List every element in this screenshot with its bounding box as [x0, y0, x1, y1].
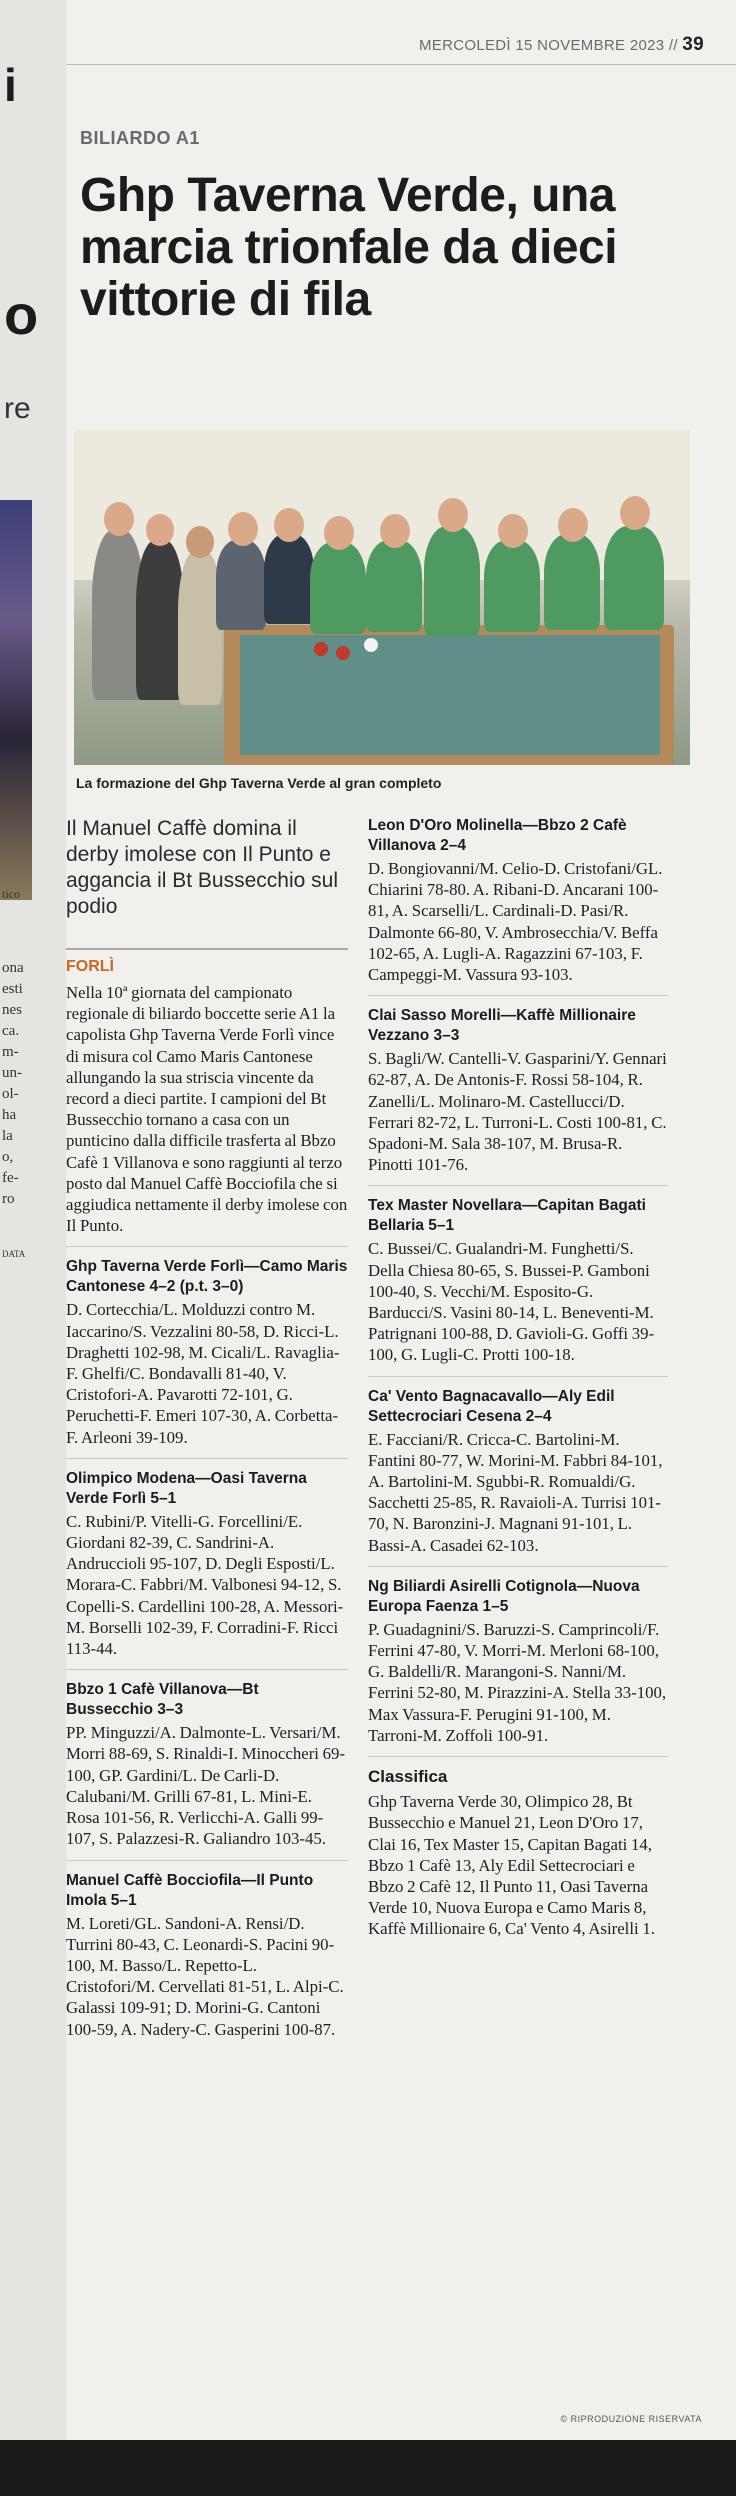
table-cloth — [240, 635, 660, 755]
fragment-letter: re — [4, 392, 31, 425]
match-block — [66, 1871, 348, 2040]
person-head — [380, 514, 410, 548]
match-block — [66, 1257, 348, 1447]
person-head — [228, 512, 258, 546]
separator — [66, 1669, 348, 1670]
fragment-text: ha — [2, 1107, 17, 1123]
separator — [368, 1185, 668, 1186]
match-title: Olimpico Modena—Oasi Taverna Verde Forlì 5–1 — [66, 1469, 307, 1507]
person-head — [324, 516, 354, 550]
fragment-text: ca. — [2, 1023, 20, 1039]
fragment-text: esti — [2, 981, 23, 997]
separator — [368, 995, 668, 996]
page-number: 39 — [682, 34, 704, 55]
match-block — [368, 1387, 668, 1556]
person-head — [186, 526, 214, 558]
person — [544, 534, 600, 630]
match-block — [66, 1469, 348, 1659]
match-title: Ghp Taverna Verde Forlì—Camo Maris Cantonese 4–2 (p.t. 3–0) — [66, 1258, 348, 1296]
person — [216, 540, 266, 630]
fragment-text: la — [2, 1128, 13, 1144]
dateline — [419, 34, 704, 56]
right-column — [368, 816, 668, 1940]
fragment-text: nes — [2, 1002, 22, 1018]
person-head — [558, 508, 588, 542]
match-block — [368, 1006, 668, 1175]
person-head — [104, 502, 134, 536]
lead-paragraph: Nella 10ª giornata del campionato regionale di biliardo boccette serie A1 la capolista Ghp Taverna Verde Forlì vince di misura col Camo Maris Cantonese allungando la sua striscia vincente da record a dieci partite. I campioni del Bt Bussecchio tornano a casa con un punticino dalla difficile trasferta al Bbzo Cafè 1 Villanova e sono raggiunti al terzo posto dal Manuel Caffè Bocciofila che si aggiudica nettamente il derby imolese con Il Punto. — [66, 983, 348, 1236]
match-results: M. Loreti/GL. Sandoni-A. Rensi/D. Turrini 80-43, C. Leonardi-S. Pacini 90-100, M. Basso/L. Repetto-L. Cristofori/M. Cervellati 81-51, L. Alpi-C. Galassi 109-91; D. Morini-G. Cantoni 100-59, A. Nadery-C. Gasperini 100-87. — [66, 1913, 344, 2039]
fragment-text: fe- — [2, 1170, 19, 1186]
person — [424, 526, 480, 636]
copyright-note: © RIPRODUZIONE RISERVATA — [560, 2414, 702, 2424]
match-title: Clai Sasso Morelli—Kaffè Millionaire Vezzano 3–3 — [368, 1007, 636, 1045]
fragment-photo — [0, 500, 32, 900]
fragment-letter: i — [4, 59, 17, 111]
separator — [66, 1246, 348, 1247]
person-head — [438, 498, 468, 532]
person — [310, 542, 366, 634]
adjacent-page-fragment — [0, 0, 66, 2496]
match-title: Leon D'Oro Molinella—Bbzo 2 Cafè Villanova 2–4 — [368, 817, 627, 854]
billiard-ball — [314, 642, 328, 656]
fragment-text: m- — [2, 1044, 19, 1060]
match-title: Ca' Vento Bagnacavallo—Aly Edil Settecrociari Cesena 2–4 — [368, 1387, 615, 1425]
separator — [368, 1756, 668, 1757]
date: MERCOLEDÌ 15 NOVEMBRE 2023 // — [419, 37, 678, 54]
match-block — [368, 1196, 668, 1365]
person-head — [620, 496, 650, 530]
fragment-text: tico — [2, 887, 20, 901]
standings-text: Ghp Taverna Verde 30, Olimpico 28, Bt Bussecchio e Manuel 21, Leon D'Oro 17, Clai 16, Tex Master 15, Capitan Bagati 14, Bbzo 1 Cafè 13, Aly Edil Settecrociari e Bbzo 2 Cafè 12, Il Punto 11, Oasi Taverna Verde 10, Nuova Europa e Camo Maris 8, Kaffè Millionaire 6, Ca' Vento 4, Asirelli 1. — [368, 1792, 655, 1939]
separator — [66, 1860, 348, 1861]
match-block — [368, 816, 668, 985]
match-results: D. Cortecchia/L. Molduzzi contro M. Iaccarino/S. Vezzalini 80-58, D. Ricci-L. Draghetti 102-98, M. Cicali/L. Ravaglia-F. Ghelfi/C. Bondavalli 81-40, V. Cristofori-A. Pavarotti 72-101, G. Peruchetti-F. Emeri 107-30, A. Corbetta-F. Arleoni 39-109. — [66, 1300, 340, 1447]
match-results: D. Bongiovanni/M. Celio-D. Cristofani/GL. Chiarini 78-80. A. Ribani-D. Ancarani 100-81, A. Scarselli/L. Cardinali-D. Pasi/R. Dalmonte 66-80, V. Ambrosecchia/V. Beffa 102-65, A. Lugli-A. Ragazzini 67-103, F. Campeggi-M. Vassura 93-103. — [368, 859, 663, 985]
match-results: E. Facciani/R. Cricca-C. Bartolini-M. Fantini 80-77, W. Morini-M. Fabbri 84-101, A. Bartolini-M. Sgubbi-R. Romualdi/G. Sacchetti 25-85, R. Ravaioli-A. Turrisi 101-70, N. Baronzini-J. Magnani 91-101, L. Bassi-A. Casadei 62-103. — [368, 1429, 663, 1555]
header-rule — [66, 64, 736, 65]
standings-title: Classifica — [368, 1767, 448, 1787]
headline: Ghp Taverna Verde, una marcia trionfale da dieci vittorie di fila — [80, 169, 618, 326]
billiard-ball — [336, 646, 350, 660]
person — [484, 540, 540, 632]
section-kicker: BILIARDO A1 — [80, 128, 200, 148]
photo-caption: La formazione del Ghp Taverna Verde al gran completo — [76, 775, 442, 791]
standfirst-rule — [66, 948, 348, 950]
match-results: C. Rubini/P. Vitelli-G. Forcellini/E. Giordani 82-39, C. Sandrini-A. Andruccioli 95-107, D. Degli Esposti/L. Morara-C. Fabbri/M. Valbonesi 94-12, S. Copelli-S. Cardellini 100-28, A. Messori-M. Borselli 102-39, F. Corradini-F. Ricci 113-44. — [66, 1511, 344, 1659]
standfirst: Il Manuel Caffè domina il derby imolese con Il Punto e aggancia il Bt Bussecchio sul podio — [66, 817, 338, 918]
newspaper-page — [66, 0, 736, 2496]
match-title: Ng Biliardi Asirelli Cotignola—Nuova Europa Faenza 1–5 — [368, 1577, 640, 1615]
match-title: Bbzo 1 Cafè Villanova—Bt Bussecchio 3–3 — [66, 1681, 259, 1719]
separator — [66, 1458, 348, 1459]
fragment-text: ro — [2, 1191, 15, 1207]
match-block — [368, 1577, 668, 1746]
match-results: P. Guadagnini/S. Baruzzi-S. Camprincoli/F. Ferrini 47-80, V. Morri-M. Merloni 68-100, G. Baldelli/R. Marangoni-S. Nanni/M. Ferrini 52-80, M. Pirazzini-A. Stella 33-100, Max Vassura-F. Perugini 91-100, M. Tarroni-M. Zoffoli 100-91. — [368, 1619, 667, 1745]
team-photo — [74, 430, 690, 765]
fragment-text: ol- — [2, 1086, 19, 1102]
person — [264, 534, 314, 624]
standings-block — [368, 1767, 668, 1939]
match-results: S. Bagli/W. Cantelli-V. Gasparini/Y. Gennari 62-87, A. De Antonis-F. Rossi 58-104, R. Zanelli/L. Molinaro-M. Castellucci/D. Ferrari 82-72, L. Turroni-L. Costi 100-81, C. Spadoni-M. Sala 38-107, M. Brusa-R. Pinotti 101-76. — [368, 1049, 667, 1175]
match-block — [66, 1680, 348, 1849]
fragment-text: ona — [2, 960, 24, 976]
background-below-page — [0, 2440, 736, 2496]
fragment-text: un- — [2, 1065, 22, 1081]
match-title: Manuel Caffè Bocciofila—Il Punto Imola 5–1 — [66, 1871, 314, 1909]
match-results: PP. Minguzzi/A. Dalmonte-L. Versari/M. Morri 88-69, S. Rinaldi-I. Minoccheri 69-100, GP. Gardini/L. De Carli-D. Calubani/M. Grilli 67-81, L. Mini-E. Rosa 101-56, R. Verlicchi-A. Galli 99-107, S. Palazzesi-R. Galiandro 103-45. — [66, 1723, 346, 1849]
person-head — [146, 514, 174, 546]
separator — [368, 1566, 668, 1567]
person — [604, 526, 664, 630]
billiard-ball — [364, 638, 378, 652]
match-title: Tex Master Novellara—Capitan Bagati Bellaria 5–1 — [368, 1197, 646, 1235]
person-head — [498, 514, 528, 548]
person — [136, 540, 184, 700]
dateline-city: FORLÌ — [66, 958, 114, 975]
match-results: C. Bussei/C. Gualandri-M. Funghetti/S. Della Chiesa 80-65, S. Bussei-P. Gamboni 100-40, S. Vecchi/M. Esposito-G. Barducci/S. Vasini 80-14, L. Beneventi-M. Patrignani 100-88, D. Gavioli-G. Goffi 39-100, G. Lugli-C. Protti 100-18. — [368, 1239, 655, 1365]
fragment-text: DATA — [2, 1249, 26, 1259]
fragment-letter: o — [4, 283, 39, 346]
fragment-text: o, — [2, 1149, 14, 1165]
person — [366, 540, 422, 632]
separator — [368, 1376, 668, 1377]
person-head — [274, 508, 304, 542]
